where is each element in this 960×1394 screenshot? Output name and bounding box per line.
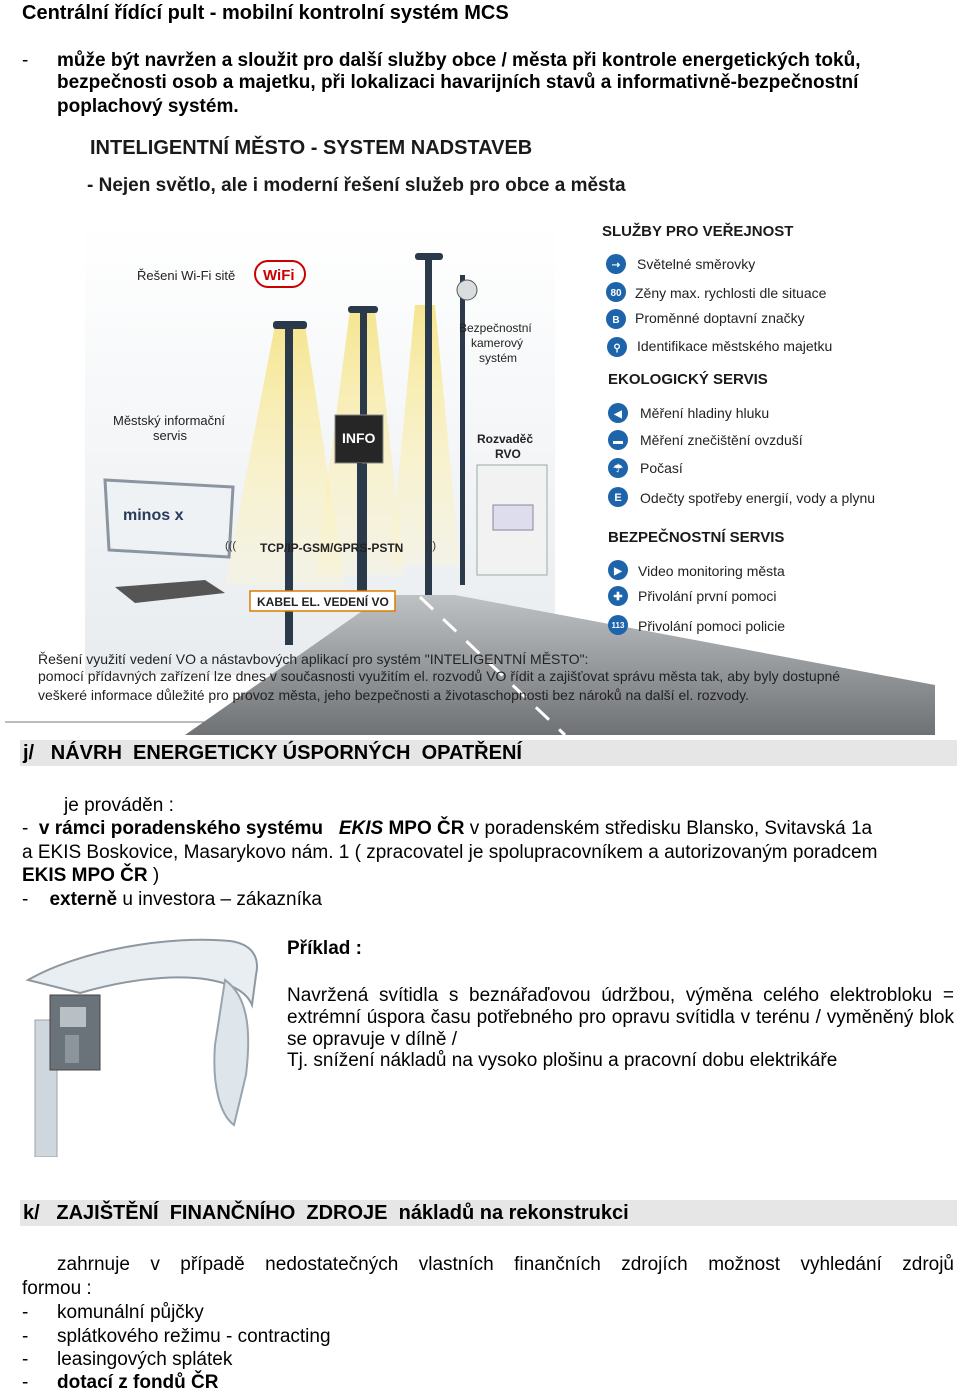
example-line-2: extrémní úspora času potřebného pro opravu svítidla v terénu / vyměněný blok: [287, 1007, 954, 1028]
section-j-heading: j/ NÁVRH ENERGETICKY ÚSPORNÝCH OPATŘENÍ: [23, 742, 522, 764]
svg-text:Odečty spotřeby energií, vody: Odečty spotřeby energií, vody a plynu: [640, 490, 876, 506]
svg-text:Měření znečištění ovzduší: Měření znečištění ovzduší: [640, 432, 803, 448]
section-j-line-1: - v rámci poradenského systému EKIS MPO ČR v poradenském středisku Blansko, Svitavská 1a: [22, 818, 873, 839]
svg-text:113: 113: [611, 621, 625, 630]
example-line-1: Navržená svítidla s beznářaďovou údržbou, výměna celého elektrobloku =: [287, 985, 954, 1006]
svg-text:◀: ◀: [614, 409, 622, 420]
svg-text:⇢: ⇢: [611, 260, 621, 271]
list-item: -: [22, 1302, 29, 1323]
svg-text:(((: (((: [225, 540, 236, 552]
section-k-intro-2: formou :: [22, 1278, 92, 1299]
list-item-text: leasingových splátek: [57, 1349, 233, 1370]
svg-text:kamerový: kamerový: [471, 336, 524, 350]
svg-text:Rozvaděč: Rozvaděč: [477, 432, 534, 446]
svg-text:Měření hladiny hluku: Měření hladiny hluku: [640, 405, 770, 421]
intro-dash: -: [22, 50, 29, 71]
wifi-solution-label: Řešeni Wi-Fi sitě: [137, 268, 236, 283]
svg-text:B: B: [612, 315, 620, 326]
svg-text:Světelné směrovky: Světelné směrovky: [637, 256, 756, 272]
services-heading-ecology: EKOLOGICKÝ SERVIS: [608, 371, 768, 388]
svg-text:Městský informační: Městský informační: [113, 413, 225, 428]
section-j-performed: je prováděn :: [64, 795, 174, 816]
svg-text:servis: servis: [153, 428, 187, 443]
section-j-line-3: EKIS MPO ČR ): [22, 865, 160, 886]
svg-text:Bezpečnostní: Bezpečnostní: [459, 321, 532, 335]
example-title: Příklad :: [287, 938, 362, 959]
intro-line-3: poplachový systém.: [57, 96, 239, 117]
figure-caption-line-2: pomocí přídavných zařízení lze dnes v současnosti využitím el. rozvodů VO řídit a zajišťovat správu města tak, aby byly dostupné: [38, 668, 841, 684]
section-j-header: [20, 740, 957, 766]
svg-text:WiFi: WiFi: [263, 267, 295, 284]
intro-line-2: bezpečnosti osob a majetku, při lokalizaci havarijních stavů a informativně-bezpečnostní: [57, 72, 859, 93]
svg-text:Proměnné doptavní značky: Proměnné doptavní značky: [635, 310, 805, 326]
svg-text:))): ))): [425, 540, 436, 552]
svg-text:Video monitoring města: Video monitoring města: [638, 563, 785, 579]
cable-label: KABEL EL. VEDENÍ VO: [257, 595, 389, 609]
svg-text:Identifikace městského majetku: Identifikace městského majetku: [637, 338, 833, 354]
svg-text:✚: ✚: [613, 591, 623, 603]
svg-text:Přivolání první pomoci: Přivolání první pomoci: [638, 588, 777, 604]
svg-text:Počasí: Počasí: [640, 460, 683, 476]
list-item: -: [22, 1349, 29, 1370]
figure-caption-line-1: Řešení využití vedení VO a nástavbových aplikací pro systém "INTELIGENTNÍ MĚSTO":: [38, 651, 589, 667]
figure-caption-line-3: veškeré informace důležité pro provoz města, jeho bezpečnosti a životaschopnosti bez nároků na další el. rozvody.: [38, 687, 750, 703]
list-item-text: komunální půjčky: [57, 1302, 204, 1323]
svg-text:systém: systém: [479, 351, 518, 365]
svg-text:RVO: RVO: [495, 447, 521, 461]
figure-subtitle: - Nejen světlo, ale i moderní řešení služeb pro obce a města: [87, 175, 626, 196]
svg-text:⚲: ⚲: [613, 343, 621, 354]
svg-text:E: E: [614, 492, 622, 504]
section-j-line-2: a EKIS Boskovice, Masarykovo nám. 1 ( zpracovatel je spolupracovníkem a autorizovaným poradcem: [22, 842, 878, 863]
section-k-header: [20, 1200, 957, 1226]
list-item: -: [22, 1372, 29, 1393]
camera-icon: [457, 280, 477, 300]
section-k-intro-1: zahrnuje v případě nedostatečných vlastních finančních zdrojích možnost vyhledání zdrojů: [57, 1254, 954, 1275]
example-line-3: se opravuje v dílně /: [287, 1029, 458, 1050]
network-label: TCP/IP-GSM/GPRS-PSTN: [260, 541, 404, 555]
svg-text:▬: ▬: [613, 436, 623, 447]
section-k-heading: k/ ZAJIŠTĚNÍ FINANČNÍHO ZDROJE nákladů na rekonstrukci: [23, 1202, 629, 1224]
intro-line-1: může být navržen a sloužit pro další služby obce / města při kontrole energetických toků,: [57, 50, 861, 71]
page-title: Centrální řídící pult - mobilní kontrolní systém MCS: [22, 2, 509, 24]
svg-text:☂: ☂: [613, 463, 623, 475]
svg-text:INFO: INFO: [342, 430, 376, 446]
section-j-line-4: - externě u investora – zákazníka: [22, 889, 322, 910]
services-heading-security: BEZPEČNOSTNÍ SERVIS: [608, 529, 785, 546]
list-item-text: splátkového režimu - contracting: [57, 1326, 331, 1347]
svg-text:▶: ▶: [614, 566, 622, 577]
svg-text:Zěny max. rychlosti dle situac: Zěny max. rychlosti dle situace: [635, 285, 827, 301]
services-heading-public: SLUŽBY PRO VEŘEJNOST: [602, 223, 794, 240]
intelligent-city-figure: [5, 125, 935, 740]
list-item-text: dotací z fondů ČR: [57, 1372, 219, 1393]
luminaire-photo: [20, 935, 265, 1157]
svg-text:minos x: minos x: [123, 507, 184, 524]
svg-text:80: 80: [610, 288, 622, 299]
example-line-4: Tj. snížení nákladů na vysoko plošinu a pracovní dobu elektrikáře: [287, 1050, 838, 1071]
list-item: -: [22, 1326, 29, 1347]
svg-text:Přivolání pomoci policie: Přivolání pomoci policie: [638, 618, 786, 634]
figure-title: INTELIGENTNÍ MĚSTO - SYSTEM NADSTAVEB: [90, 137, 533, 159]
